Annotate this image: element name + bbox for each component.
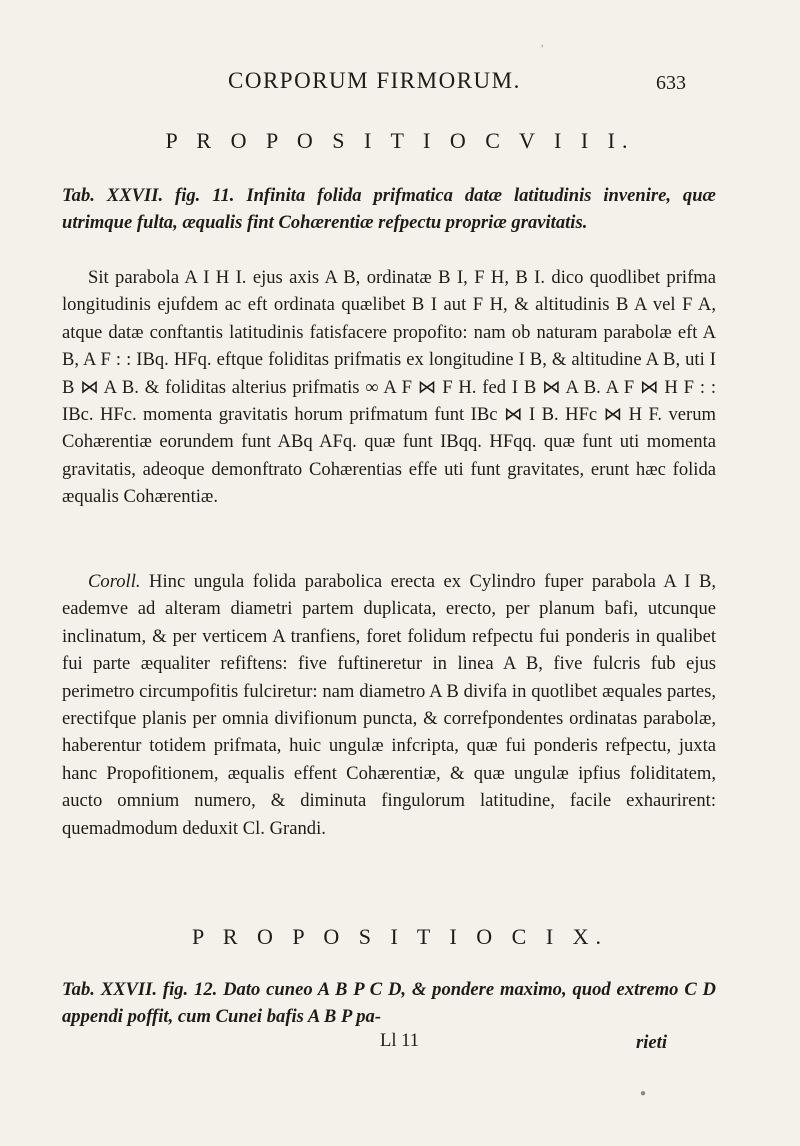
enunciation-cix: Tab. XXVII. fig. 12. Dato cuneo A B P C D, & pondere maximo, quod extremo C D appendi poffit, cum Cunei bafis A B P pa-	[62, 979, 716, 1028]
demonstration-cviii: Sit parabola A I H I. ejus axis A B, ordinatæ B I, F H, B I. dico quodlibet prifma longitudinis ejufdem ac eft ordinata quælibet B I aut F H, & altitudinis B A vel F A, atque datæ conftantis latitudinis fatisfacere propofito: nam ob naturam parabolæ eft A B, A F : : IBq. HFq. eftque foliditas prifmatis ex longitudine I B, & altitudine A B, uti I B ⋈ A B. & foliditas alterius prifmatis ∞ A F ⋈ F H. fed I B ⋈ A B. A F ⋈ H F : : IBc. HFc. momenta gravitatis horum prifmatum funt IBc ⋈ I B. HFc ⋈ H F. verum Cohærentiæ eorundem funt ABq AFq. quæ funt IBqq. HFqq. quæ funt uti momenta gravitatis, adeoque demonftrato Cohærentias effe uti funt gravitates, erunt hæc folida æqualis Cohærentiæ.	[62, 267, 716, 508]
running-head	[0, 68, 800, 100]
proposition-heading-cviii: P R O P O S I T I O C V I I I.	[165, 128, 635, 153]
ink-speck: ,	[541, 38, 544, 49]
ink-speck: ●	[640, 1088, 647, 1099]
corollary-label: Coroll.	[88, 571, 141, 592]
corollary-text: Hinc ungula folida parabolica erecta ex Cylindro fuper parabola A I B, eademve ad alteram diametri partem duplicata, erecto, per planum bafi, utcunque inclinatum, & per verticem A tranfiens, foret folidum refpectu fui ponderis in qualibet fui parte æqualiter refiftens: five fuftineretur in linea A B, five fulcris fub ejus perimetro circumpofitis fulciretur: nam diametro A B divifa in quotlibet æquales partes, erectifque planis per omnia divifionum puncta, & correfpondentes ordinatas parabolæ, haberentur totidem prifmata, huic ungulæ infcripta, quæ fui ponderis refpectu, juxta hanc Propofitionem, æqualis effent Cohærentiæ, & quæ ungulæ ipfius foliditatem, aucto omnium numero, & diminuta fingulorum latitudine, facile exhaurirent: quemadmodum deduxit Cl. Grandi.	[62, 571, 716, 839]
enunciation-cviii: Tab. XXVII. fig. 11. Infinita folida prifmatica datæ latitudinis invenire, quæ utrimque fulta, æqualis fint Cohærentiæ refpectu propriæ gravitatis.	[62, 185, 716, 234]
running-title: CORPORUM FIRMORUM.	[228, 68, 521, 93]
signature-mark: Ll 11	[380, 1030, 420, 1051]
proposition-heading-cix: P R O P O S I T I O C I X.	[191, 924, 609, 949]
corollary-cviii	[62, 568, 716, 842]
page-number: 633	[656, 72, 686, 94]
catchword: rieti	[636, 1032, 667, 1053]
